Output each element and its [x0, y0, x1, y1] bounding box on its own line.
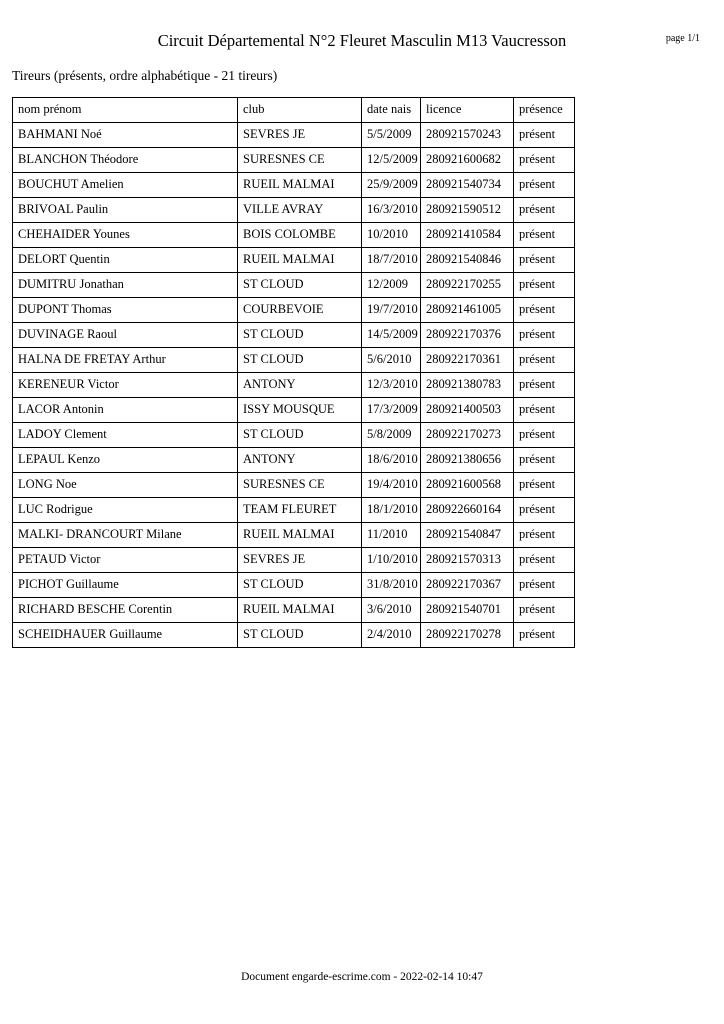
cell-licence: 280922660164: [421, 498, 514, 523]
cell-name: PETAUD Victor: [13, 548, 238, 573]
cell-name: PICHOT Guillaume: [13, 573, 238, 598]
table-row: [13, 373, 575, 398]
cell-club: ISSY MOUSQUE: [238, 398, 362, 423]
cell-name: BAHMANI Noé: [13, 123, 238, 148]
cell-name: DUVINAGE Raoul: [13, 323, 238, 348]
cell-presence: présent: [514, 323, 575, 348]
table-row: [13, 573, 575, 598]
cell-club: ST CLOUD: [238, 273, 362, 298]
cell-date: 12/5/2009: [362, 148, 421, 173]
cell-licence: 280922170361: [421, 348, 514, 373]
cell-name: DUMITRU Jonathan: [13, 273, 238, 298]
cell-date: 5/8/2009: [362, 423, 421, 448]
table-row: [13, 298, 575, 323]
section-subtitle: Tireurs (présents, ordre alphabétique - 21 tireurs): [12, 68, 278, 83]
cell-date: 16/3/2010: [362, 198, 421, 223]
cell-licence: 280921540701: [421, 598, 514, 623]
cell-date: 3/6/2010: [362, 598, 421, 623]
cell-date: 17/3/2009: [362, 398, 421, 423]
cell-date: 12/2009: [362, 273, 421, 298]
cell-name: KERENEUR Victor: [13, 373, 238, 398]
column-header-licence: licence: [421, 98, 514, 123]
cell-presence: présent: [514, 273, 575, 298]
cell-club: COURBEVOIE: [238, 298, 362, 323]
cell-date: 10/2010: [362, 223, 421, 248]
cell-club: ST CLOUD: [238, 323, 362, 348]
cell-club: BOIS COLOMBE: [238, 223, 362, 248]
cell-date: 18/7/2010: [362, 248, 421, 273]
cell-licence: 280921380783: [421, 373, 514, 398]
table-row: [13, 548, 575, 573]
cell-name: LEPAUL Kenzo: [13, 448, 238, 473]
cell-club: ANTONY: [238, 448, 362, 473]
cell-club: VILLE AVRAY: [238, 198, 362, 223]
cell-club: ST CLOUD: [238, 623, 362, 648]
cell-name: LADOY Clement: [13, 423, 238, 448]
cell-date: 31/8/2010: [362, 573, 421, 598]
column-header-date: date nais: [362, 98, 421, 123]
cell-name: RICHARD BESCHE Corentin: [13, 598, 238, 623]
cell-club: SURESNES CE: [238, 473, 362, 498]
cell-presence: présent: [514, 198, 575, 223]
cell-name: MALKI- DRANCOURT Milane: [13, 523, 238, 548]
cell-licence: 280922170376: [421, 323, 514, 348]
cell-club: SEVRES JE: [238, 123, 362, 148]
cell-name: SCHEIDHAUER Guillaume: [13, 623, 238, 648]
cell-club: SEVRES JE: [238, 548, 362, 573]
column-header-name: nom prénom: [13, 98, 238, 123]
cell-presence: présent: [514, 573, 575, 598]
cell-presence: présent: [514, 373, 575, 398]
cell-presence: présent: [514, 248, 575, 273]
cell-licence: 280922170278: [421, 623, 514, 648]
cell-presence: présent: [514, 423, 575, 448]
cell-date: 2/4/2010: [362, 623, 421, 648]
table-row: [13, 448, 575, 473]
cell-date: 1/10/2010: [362, 548, 421, 573]
table-row: [13, 198, 575, 223]
cell-date: 11/2010: [362, 523, 421, 548]
cell-date: 18/1/2010: [362, 498, 421, 523]
cell-presence: présent: [514, 523, 575, 548]
table-row: [13, 248, 575, 273]
table-header-row: [13, 98, 575, 123]
page-title: Circuit Départemental N°2 Fleuret Masculin M13 Vaucresson: [157, 31, 567, 50]
cell-presence: présent: [514, 398, 575, 423]
fencers-table: [12, 97, 575, 648]
cell-club: RUEIL MALMAI: [238, 248, 362, 273]
cell-presence: présent: [514, 623, 575, 648]
cell-date: 19/7/2010: [362, 298, 421, 323]
table-row: [13, 173, 575, 198]
cell-club: RUEIL MALMAI: [238, 598, 362, 623]
cell-presence: présent: [514, 123, 575, 148]
cell-date: 12/3/2010: [362, 373, 421, 398]
cell-date: 19/4/2010: [362, 473, 421, 498]
cell-presence: présent: [514, 473, 575, 498]
table-row: [13, 523, 575, 548]
cell-club: ST CLOUD: [238, 573, 362, 598]
table-row: [13, 498, 575, 523]
cell-club: ANTONY: [238, 373, 362, 398]
table-row: [13, 598, 575, 623]
column-header-club: club: [238, 98, 362, 123]
document-footer: Document engarde-escrime.com - 2022-02-14 10:47: [241, 971, 483, 983]
cell-licence: 280921590512: [421, 198, 514, 223]
cell-name: LONG Noe: [13, 473, 238, 498]
cell-presence: présent: [514, 548, 575, 573]
table-row: [13, 623, 575, 648]
column-header-presence: présence: [514, 98, 575, 123]
table-row: [13, 223, 575, 248]
cell-licence: 280921600682: [421, 148, 514, 173]
cell-licence: 280921461005: [421, 298, 514, 323]
cell-club: TEAM FLEURET: [238, 498, 362, 523]
cell-presence: présent: [514, 498, 575, 523]
table-row: [13, 273, 575, 298]
cell-date: 18/6/2010: [362, 448, 421, 473]
cell-club: RUEIL MALMAI: [238, 523, 362, 548]
table-row: [13, 473, 575, 498]
page-number: page 1/1: [665, 33, 700, 44]
cell-presence: présent: [514, 173, 575, 198]
cell-presence: présent: [514, 223, 575, 248]
cell-licence: 280921400503: [421, 398, 514, 423]
cell-name: LACOR Antonin: [13, 398, 238, 423]
cell-licence: 280921570243: [421, 123, 514, 148]
cell-licence: 280921600568: [421, 473, 514, 498]
cell-presence: présent: [514, 148, 575, 173]
cell-presence: présent: [514, 598, 575, 623]
table-row: [13, 423, 575, 448]
table-row: [13, 148, 575, 173]
cell-presence: présent: [514, 348, 575, 373]
cell-name: BLANCHON Théodore: [13, 148, 238, 173]
cell-licence: 280922170255: [421, 273, 514, 298]
cell-presence: présent: [514, 298, 575, 323]
cell-licence: 280922170367: [421, 573, 514, 598]
table-row: [13, 348, 575, 373]
cell-licence: 280921540734: [421, 173, 514, 198]
cell-club: SURESNES CE: [238, 148, 362, 173]
cell-presence: présent: [514, 448, 575, 473]
cell-licence: 280921380656: [421, 448, 514, 473]
cell-licence: 280921410584: [421, 223, 514, 248]
cell-date: 14/5/2009: [362, 323, 421, 348]
cell-date: 5/6/2010: [362, 348, 421, 373]
cell-name: BOUCHUT Amelien: [13, 173, 238, 198]
cell-licence: 280921540847: [421, 523, 514, 548]
cell-licence: 280922170273: [421, 423, 514, 448]
cell-licence: 280921570313: [421, 548, 514, 573]
table-row: [13, 323, 575, 348]
cell-name: LUC Rodrigue: [13, 498, 238, 523]
cell-date: 25/9/2009: [362, 173, 421, 198]
cell-club: ST CLOUD: [238, 423, 362, 448]
table-row: [13, 398, 575, 423]
cell-date: 5/5/2009: [362, 123, 421, 148]
cell-name: BRIVOAL Paulin: [13, 198, 238, 223]
cell-name: DELORT Quentin: [13, 248, 238, 273]
cell-club: RUEIL MALMAI: [238, 173, 362, 198]
table-row: [13, 123, 575, 148]
cell-club: ST CLOUD: [238, 348, 362, 373]
cell-licence: 280921540846: [421, 248, 514, 273]
cell-name: HALNA DE FRETAY Arthur: [13, 348, 238, 373]
table-body: [13, 123, 575, 648]
cell-name: DUPONT Thomas: [13, 298, 238, 323]
cell-name: CHEHAIDER Younes: [13, 223, 238, 248]
